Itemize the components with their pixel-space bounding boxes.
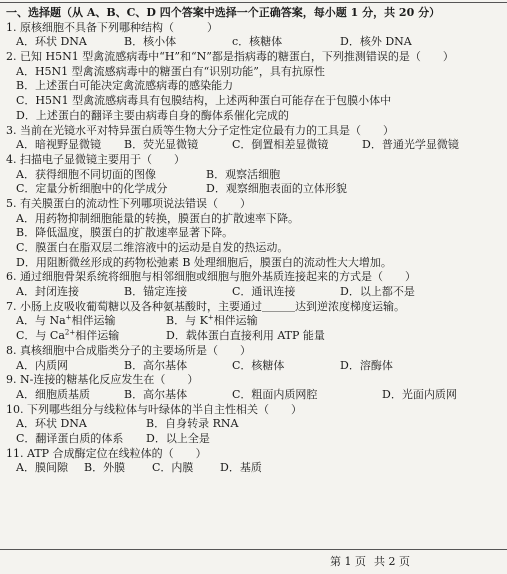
option: D．光面内质网 xyxy=(382,387,457,401)
option: D．溶酶体 xyxy=(340,358,393,372)
option: C．翻译蛋白质的体系 xyxy=(16,431,124,445)
option: C．核糖体 xyxy=(232,358,285,372)
option: D．以上全是 xyxy=(146,431,210,445)
option: A．用药物抑制细胞能量的转换，膜蛋白的扩散速率下降。 xyxy=(16,211,299,225)
option: A．膜间隙 xyxy=(16,461,68,475)
question-stem: 2. 已知 H5N1 型禽流感病毒中“H”和“N”都是指病毒的糖蛋白，下列推测错误的是（ ） xyxy=(6,50,454,64)
bottom-rule xyxy=(0,549,507,550)
option: C．内膜 xyxy=(152,461,194,475)
option: C．粗面内质网腔 xyxy=(232,387,318,401)
option: C．与 $Ca^{2+}$相伴运输 xyxy=(16,329,120,343)
question-list xyxy=(6,6,503,476)
page-total: 共 2 页 xyxy=(374,555,410,568)
option: B．与 K+相伴运输 xyxy=(166,314,258,328)
option: A．环状 DNA xyxy=(16,35,87,49)
option: A．与 Na+相伴运输 xyxy=(16,314,116,328)
option: D．用阻断微丝形成的药物松弛素 B 处理细胞后，膜蛋白的流动性大大增加。 xyxy=(16,255,392,269)
top-rule xyxy=(0,2,507,3)
option: C．膜蛋白在脂双层二维溶液中的运动是自发的热运动。 xyxy=(16,241,289,254)
page-footer xyxy=(330,553,418,569)
option-row xyxy=(6,285,503,300)
option: A．环状 DNA xyxy=(16,417,87,431)
option: D．上述蛋白的翻译主要由病毒自身的酶体系催化完成的 xyxy=(16,108,289,122)
option-row xyxy=(6,138,503,153)
question-stem: 4. 扫描电子显微镜主要用于（ ） xyxy=(6,152,185,166)
option: B．荧光显微镜 xyxy=(124,138,199,152)
question-stem: 6. 通过细胞骨架系统将细胞与相邻细胞或细胞与胞外基质连接起来的方式是（ ） xyxy=(6,270,416,284)
ion-charge: + xyxy=(207,314,214,322)
option: D．普通光学显微镜 xyxy=(362,138,459,152)
option: c．核糖体 xyxy=(232,35,283,49)
option-row xyxy=(6,314,503,329)
option: D．以上都不是 xyxy=(340,285,415,299)
option: B．降低温度，膜蛋白的扩散速率显著下降。 xyxy=(16,226,234,240)
option: D．核外 DNA xyxy=(340,35,412,49)
question-stem: 7. 小肠上皮吸收葡萄糖以及各种氨基酸时，主要通过＿＿＿达到逆浓度梯度运输。 xyxy=(6,299,405,313)
option: B．锚定连接 xyxy=(124,285,188,299)
option-row xyxy=(6,329,503,344)
option: B．核小体 xyxy=(124,35,177,49)
option: A．细胞质基质 xyxy=(16,387,90,401)
option-row xyxy=(6,182,503,197)
option-row xyxy=(6,35,503,50)
option: A．封闭连接 xyxy=(16,285,79,299)
option: B．高尔基体 xyxy=(124,358,188,372)
option-row xyxy=(6,432,503,447)
page-number: 第 1 页 xyxy=(330,555,366,568)
option: C．定量分析细胞中的化学成分 xyxy=(16,182,168,196)
option: B．观察活细胞 xyxy=(206,167,281,181)
ion-charge: + xyxy=(65,314,72,322)
option: A．暗视野显微镜 xyxy=(16,138,101,152)
option: B．高尔基体 xyxy=(124,387,188,401)
option: A．内质网 xyxy=(16,358,68,372)
question-stem: 10. 下列哪些组分与线粒体与叶绿体的半自主性相关（ ） xyxy=(6,402,302,416)
option: D．观察细胞表面的立体形貌 xyxy=(206,182,347,196)
option: B．外膜 xyxy=(84,461,126,475)
question-stem: 11. ATP 合成酶定位在线粒体的（ ） xyxy=(6,446,207,460)
option: D．基质 xyxy=(220,461,262,475)
ion-charge: 2+ xyxy=(64,329,76,337)
option-row xyxy=(6,461,503,476)
option: C．倒置相差显微镜 xyxy=(232,138,329,152)
option-row xyxy=(6,359,503,374)
option-row xyxy=(6,417,503,432)
option: C．H5N1 型禽流感病毒具有包膜结构，上述两种蛋白可能存在于包膜小体中 xyxy=(16,94,392,108)
option: B．上述蛋白可能决定禽流感病毒的感染能力 xyxy=(16,79,234,93)
section-title: 一、选择题（从 A、B、C、D 四个答案中选择一个正确答案，每小题 1 分，共 20 分） xyxy=(6,6,441,19)
option: C．通讯连接 xyxy=(232,285,296,299)
option-row xyxy=(6,168,503,183)
option-row xyxy=(6,388,503,403)
option: A．获得细胞不同切面的图像 xyxy=(16,167,156,181)
question-stem: 5. 有关膜蛋白的流动性下列哪项说法错误（ ） xyxy=(6,196,251,210)
question-stem: 1. 原核细胞不具备下列哪种结构（ ） xyxy=(6,20,218,34)
option: B．自身转录 RNA xyxy=(146,417,239,431)
question-stem: 8. 真核细胞中合成脂类分子的主要场所是（ ） xyxy=(6,343,251,357)
option: A．H5N1 型禽流感病毒中的糖蛋白有“识别功能”，具有抗原性 xyxy=(16,64,325,78)
question-stem: 3. 当前在光镜水平对特异蛋白质等生物大分子定性定位最有力的工具是（ ） xyxy=(6,123,394,137)
question-stem: 9. N-连接的糖基化反应发生在（ ） xyxy=(6,373,199,387)
option: D．载体蛋白直接利用 ATP 能量 xyxy=(166,329,325,343)
